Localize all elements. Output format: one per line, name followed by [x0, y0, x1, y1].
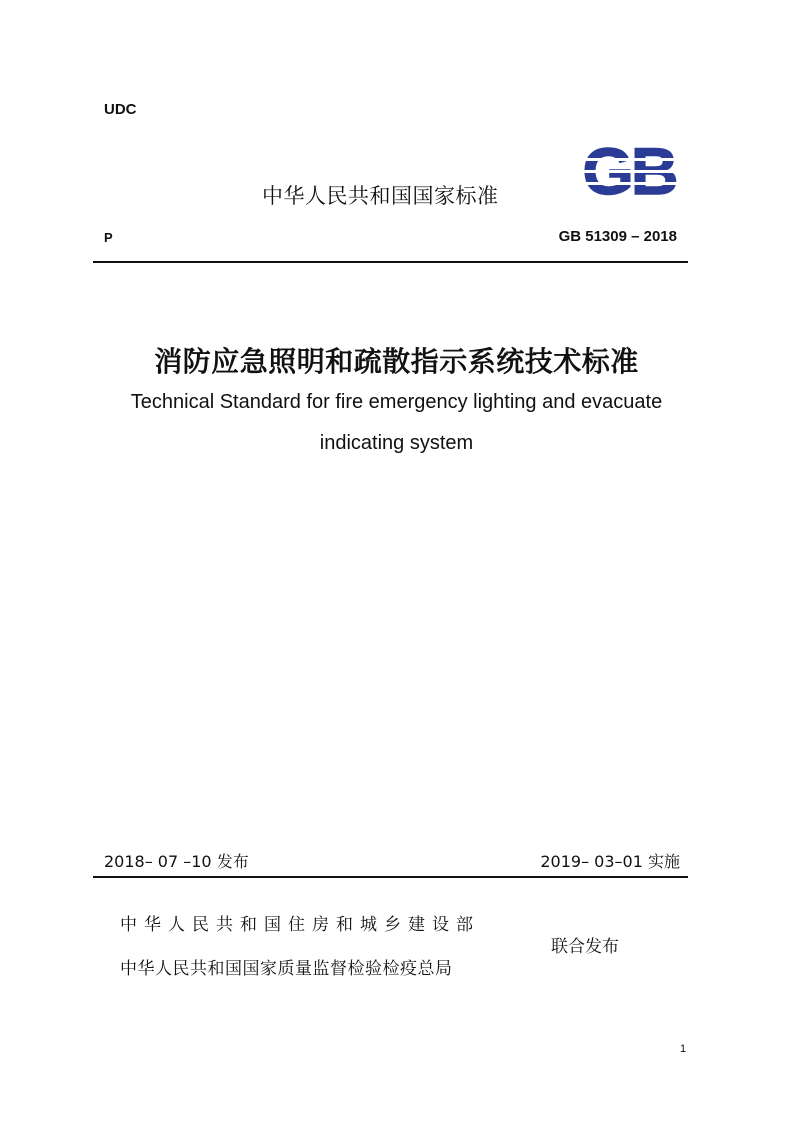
- national-standard-heading: 中华人民共和国国家标准: [262, 184, 499, 208]
- category-code: P: [104, 230, 113, 245]
- top-divider: [93, 261, 688, 263]
- effective-date: 2019– 03–01 实施: [540, 852, 680, 871]
- release-date: 2018– 07 –10 发布: [104, 852, 249, 871]
- issuer-ministry: 中华人民共和国住房和城乡建设部: [120, 915, 480, 935]
- page-number: 1: [680, 1043, 687, 1055]
- joint-release-label: 联合发布: [551, 937, 619, 957]
- title-english-line-1: Technical Standard for fire emergency lighting and evacuate: [130, 391, 663, 413]
- title-chinese: 消防应急照明和疏散指示系统技术标准: [154, 345, 639, 378]
- issuer-administration: 中华人民共和国国家质量监督检验检疫总局: [120, 959, 453, 979]
- udc-label: UDC: [104, 101, 137, 118]
- bottom-divider: [93, 876, 688, 878]
- standard-number: GB 51309 – 2018: [558, 228, 677, 245]
- title-english-line-2: indicating system: [319, 432, 474, 454]
- gb-logo-icon: [571, 138, 687, 202]
